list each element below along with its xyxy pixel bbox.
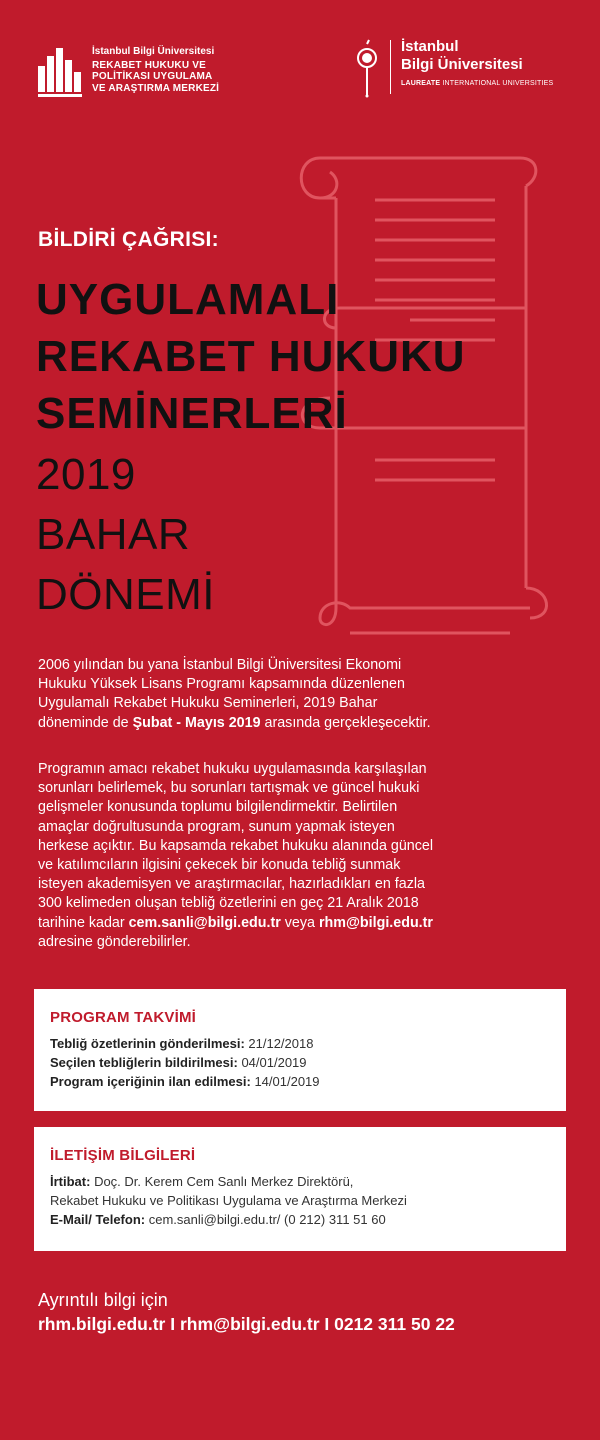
scroll-document-icon [290,128,570,648]
title-term2: DÖNEMİ [36,570,215,619]
title-line3: SEMİNERLERİ [36,389,348,438]
contact-info-box [34,1127,566,1251]
center-name-line2: POLİTİKASI UYGULAMA [92,71,213,82]
call-heading: BİLDİRİ ÇAĞRISI: [38,228,219,251]
intro-paragraph-1: 2006 yılından bu yana İstanbul Bilgi Üniversitesi Ekonomi Hukuku Yüksek Lisans Programı kapsamında düzenlenen Uygulamalı Rekabet Hukuku Seminerleri, 2019 Bahar döneminde de Şubat - Mayıs 2019 arasında gerçekleşecektir. [38,657,431,731]
schedule-row: Seçilen tebliğlerin bildirilmesi: 04/01/2019 [50,1055,307,1070]
program-heading: PROGRAM TAKVİMİ [50,1009,197,1026]
schedule-row: Tebliğ özetlerinin gönderilmesi: 21/12/2018 [50,1036,314,1051]
title-line1: UYGULAMALI [36,275,340,324]
center-name-line3: VE ARAŞTIRMA MERKEZİ [92,82,220,94]
contact-center: Rekabet Hukuku ve Politikası Uygulama ve Araştırma Merkezi [50,1193,407,1208]
email-link-cem[interactable]: cem.sanli@bilgi.edu.tr [128,914,281,931]
program-schedule-box [34,989,566,1111]
title-term1: BAHAR [36,510,191,559]
center-university: İstanbul Bilgi Üniversitesi [92,46,215,57]
title-year: 2019 [36,450,136,499]
apple-mark-icon [356,38,378,98]
building-bars-icon [38,48,82,92]
contact-email-phone: E-Mail/ Telefon: cem.sanli@bilgi.edu.tr/ (0 212) 311 51 60 [50,1212,386,1227]
center-name-line1: REKABET HUKUKU VE [92,59,206,71]
footer-contact-line[interactable]: rhm.bilgi.edu.tr I rhm@bilgi.edu.tr I 0212 311 50 22 [38,1314,455,1334]
contact-person: İrtibat: Doç. Dr. Kerem Cem Sanlı Merkez Direktörü, [50,1174,354,1189]
university-name-line2: Bilgi Üniversitesi [401,56,523,73]
intro-paragraph-2: Programın amacı rekabet hukuku uygulamasında karşılaşılan sorunları belirlemek, bu sorunları tartışmak ve güncel hukuki gelişmeler konusunda toplumu bilgilendirmektir. Belirtilen amaçlar doğrultusunda program, sunum yapmak isteyen herkese açıktır. Bu kapsamda rekabet hukuku alanında güncel ve katılımcıların ilgisini çekecek bir konuda tebliğ sunmak isteyen akademisyen ve araştırmacılar, hazırladıkları en fazla 300 kelimeden oluşan tebliğ özetlerini en geç 21 Aralık 2018 tarihine kadar cem.sanli@bilgi.edu.tr veya rhm@bilgi.edu.tr adresine gönderebilirler. [38,761,434,950]
university-logo [356,38,553,98]
title-line2: REKABET HUKUKU [36,332,466,381]
university-name-line1: İstanbul [401,38,459,55]
footer-info-label: Ayrıntılı bilgi için [38,1290,168,1310]
schedule-row: Program içeriğinin ilan edilmesi: 14/01/2019 [50,1074,320,1089]
laureate-network: LAUREATE INTERNATIONAL UNIVERSITIES [401,80,554,87]
center-logo [38,46,219,94]
contact-heading: İLETİŞİM BİLGİLERİ [50,1147,196,1164]
logo-divider [390,40,391,94]
email-link-rhm[interactable]: rhm@bilgi.edu.tr [318,914,433,931]
